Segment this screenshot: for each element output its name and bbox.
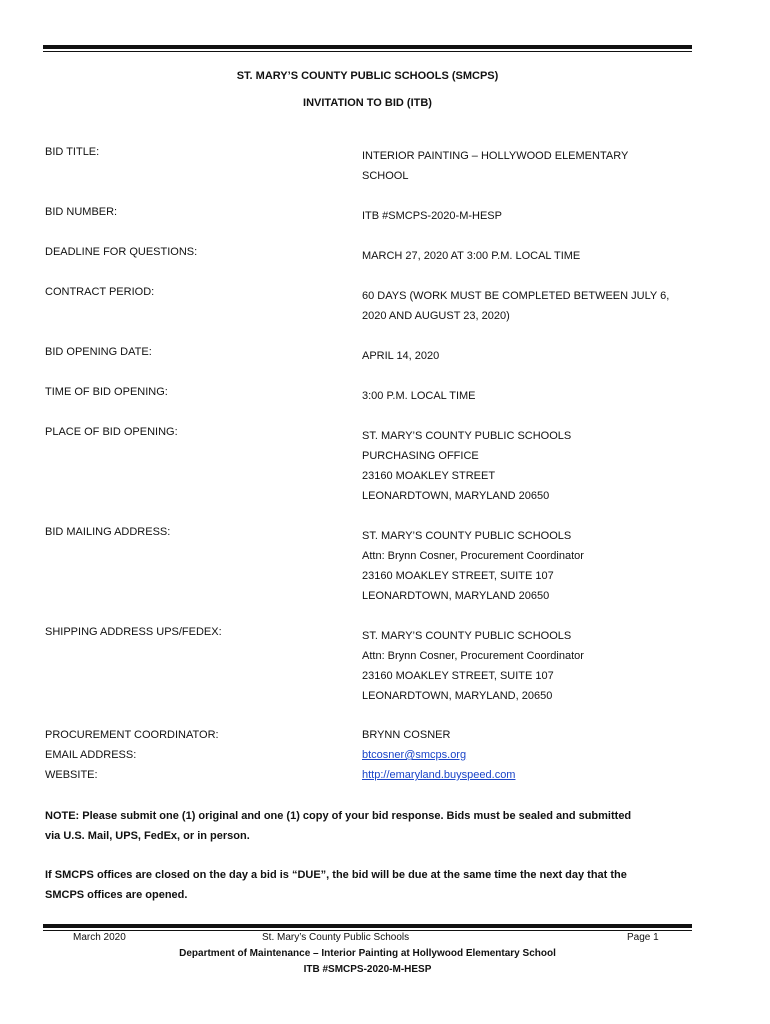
note-closure-line: If SMCPS offices are closed on the day a bid is “DUE”, the bid will be due at the same time the next day that the bbox=[45, 869, 627, 881]
bid-title-line: INTERIOR PAINTING – HOLLYWOOD ELEMENTARY bbox=[362, 150, 629, 162]
contract-period-label: CONTRACT PERIOD: bbox=[45, 286, 155, 298]
mailing-address-line: Attn: Brynn Cosner, Procurement Coordinator bbox=[362, 550, 584, 562]
opening-place-line: 23160 MOAKLEY STREET bbox=[362, 470, 496, 482]
bid-title-value bbox=[362, 146, 702, 186]
contact-values bbox=[362, 725, 702, 785]
note-submission-line: NOTE: Please submit one (1) original and one (1) copy of your bid response. Bids must be sealed and submitted bbox=[45, 810, 632, 822]
mailing-address-label: BID MAILING ADDRESS: bbox=[45, 526, 171, 538]
shipping-address-label: SHIPPING ADDRESS UPS/FEDEX: bbox=[45, 626, 222, 638]
footer-org: St. Mary’s County Public Schools bbox=[262, 932, 410, 943]
footer-page-number: Page 1 bbox=[627, 932, 659, 943]
bid-title-line: SCHOOL bbox=[362, 170, 409, 182]
bid-number-label: BID NUMBER: bbox=[45, 206, 118, 218]
opening-date-label: BID OPENING DATE: bbox=[45, 346, 152, 358]
shipping-address-line: 23160 MOAKLEY STREET, SUITE 107 bbox=[362, 670, 554, 682]
email-link[interactable]: btcosner@smcps.org bbox=[362, 749, 467, 761]
top-rule-thin bbox=[43, 51, 692, 52]
mailing-address-line: ST. MARY’S COUNTY PUBLIC SCHOOLS bbox=[362, 530, 572, 542]
bid-number-value: ITB #SMCPS-2020-M-HESP bbox=[362, 210, 502, 222]
mailing-address-value bbox=[362, 526, 702, 606]
bottom-rule-thin bbox=[43, 930, 692, 931]
footer-date: March 2020 bbox=[73, 932, 126, 943]
opening-place-value bbox=[362, 426, 702, 506]
shipping-address-line: LEONARDTOWN, MARYLAND, 20650 bbox=[362, 690, 553, 702]
shipping-address-value bbox=[362, 626, 702, 706]
note-closure bbox=[45, 865, 695, 905]
opening-place-line: ST. MARY’S COUNTY PUBLIC SCHOOLS bbox=[362, 430, 572, 442]
shipping-address-line: Attn: Brynn Cosner, Procurement Coordinator bbox=[362, 650, 584, 662]
shipping-address-line: ST. MARY’S COUNTY PUBLIC SCHOOLS bbox=[362, 630, 572, 642]
contract-period-line: 2020 AND AUGUST 23, 2020) bbox=[362, 310, 510, 322]
note-closure-line: SMCPS offices are opened. bbox=[45, 889, 188, 901]
coordinator-label: PROCUREMENT COORDINATOR: bbox=[45, 729, 219, 741]
header-org: ST. MARY’S COUNTY PUBLIC SCHOOLS (SMCPS) bbox=[236, 70, 499, 82]
footer-department: Department of Maintenance – Interior Painting at Hollywood Elementary School bbox=[179, 948, 556, 959]
opening-time-label: TIME OF BID OPENING: bbox=[45, 386, 168, 398]
opening-place-line: LEONARDTOWN, MARYLAND 20650 bbox=[362, 490, 550, 502]
opening-place-line: PURCHASING OFFICE bbox=[362, 450, 479, 462]
opening-time-value: 3:00 P.M. LOCAL TIME bbox=[362, 390, 476, 402]
opening-date-value: APRIL 14, 2020 bbox=[362, 350, 440, 362]
mailing-address-line: LEONARDTOWN, MARYLAND 20650 bbox=[362, 590, 550, 602]
note-submission bbox=[45, 806, 695, 846]
header-doc-type: INVITATION TO BID (ITB) bbox=[303, 97, 432, 109]
footer-itb-number: ITB #SMCPS-2020-M-HESP bbox=[303, 964, 432, 975]
contract-period-line: 60 DAYS (WORK MUST BE COMPLETED BETWEEN JULY 6, bbox=[362, 290, 670, 302]
contact-labels bbox=[45, 725, 345, 785]
note-submission-line: via U.S. Mail, UPS, FedEx, or in person. bbox=[45, 830, 250, 842]
contract-period-value bbox=[362, 286, 702, 326]
top-rule bbox=[43, 45, 692, 49]
deadline-value: MARCH 27, 2020 AT 3:00 P.M. LOCAL TIME bbox=[362, 250, 581, 262]
opening-place-label: PLACE OF BID OPENING: bbox=[45, 426, 178, 438]
deadline-label: DEADLINE FOR QUESTIONS: bbox=[45, 246, 198, 258]
coordinator-name: BRYNN COSNER bbox=[362, 729, 451, 741]
website-label: WEBSITE: bbox=[45, 769, 98, 781]
mailing-address-line: 23160 MOAKLEY STREET, SUITE 107 bbox=[362, 570, 554, 582]
bottom-rule bbox=[43, 924, 692, 928]
bid-title-label: BID TITLE: bbox=[45, 146, 100, 158]
email-label: EMAIL ADDRESS: bbox=[45, 749, 137, 761]
website-link[interactable]: http://emaryland.buyspeed.com bbox=[362, 769, 516, 781]
